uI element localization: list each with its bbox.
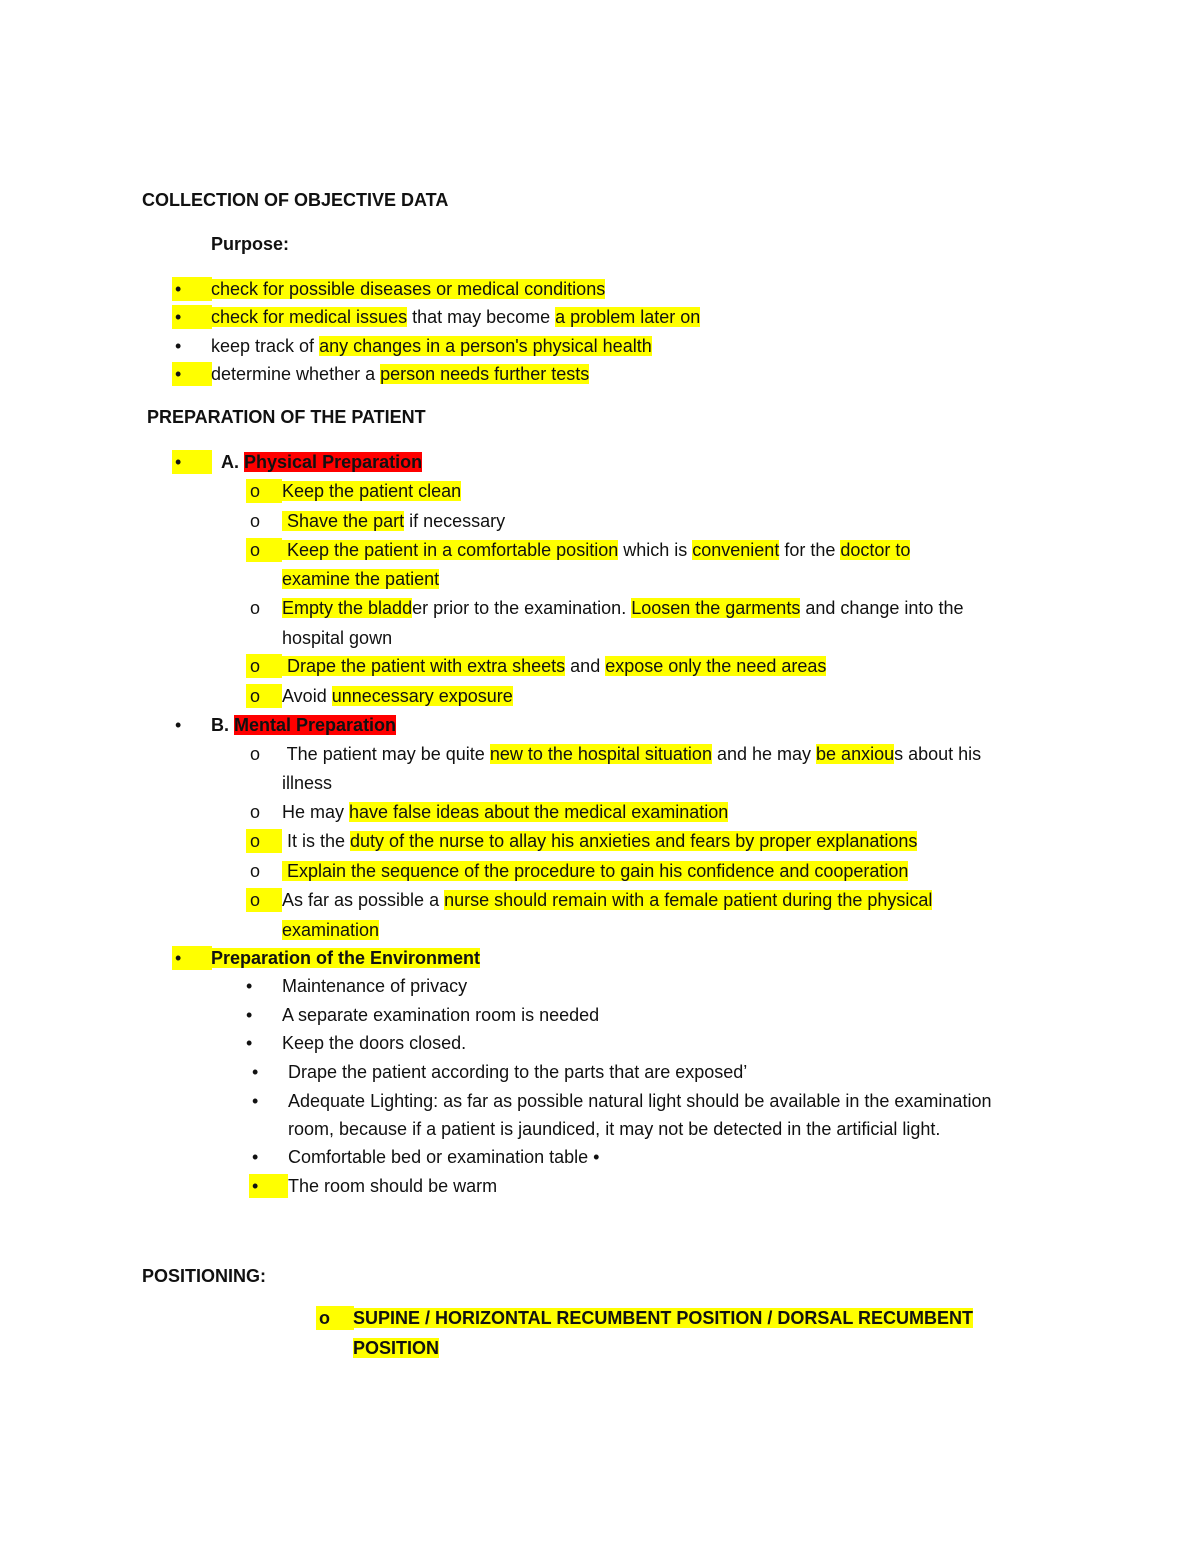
section-title-preparation: PREPARATION OF THE PATIENT (147, 407, 426, 427)
mental-item-text: nurse should remain with a female patient during the physical (444, 890, 933, 910)
physical-item-text: expose only the need areas (605, 656, 827, 676)
physical-item-text: and (565, 656, 606, 676)
mental-item-text: It is the (282, 831, 351, 851)
physical-item (282, 509, 505, 533)
mental-item-text: He may (282, 802, 350, 822)
mental-item-text: As far as possible a (282, 890, 445, 910)
physical-item-text: which is (618, 540, 693, 560)
bullet-marker: • (175, 279, 182, 299)
mental-item-continuation (282, 918, 379, 942)
purpose-item-4 (211, 362, 589, 386)
mental-item-text: illness (282, 773, 333, 793)
purpose-item-1 (211, 277, 605, 301)
purpose-item-text: determine whether a (211, 364, 381, 384)
environment-item: The room should be warm (288, 1176, 498, 1196)
purpose-item-text: keep track of (211, 336, 320, 356)
circle-marker: o (250, 831, 261, 851)
purpose-item-text: check for possible diseases or medical conditions (211, 279, 606, 299)
environment-heading-text: Preparation of the Environment (211, 948, 481, 968)
purpose-item-text: a problem later on (555, 307, 701, 327)
physical-item-text: Drape the patient with extra sheets (282, 656, 566, 676)
mental-prefix: B. (211, 715, 229, 735)
physical-item-text: if necessary (404, 511, 506, 531)
physical-heading-text: Physical Preparation (244, 452, 423, 472)
purpose-item-text: that may become (407, 307, 556, 327)
mental-heading-text: Mental Preparation (234, 715, 397, 735)
bullet-marker: • (175, 948, 182, 968)
physical-item (282, 654, 826, 678)
purpose-item-text: check for medical issues (211, 307, 408, 327)
physical-item-text: Keep the patient in a comfortable position (282, 540, 619, 560)
mental-item-text: duty of the nurse to allay his anxieties and fears by proper explanations (350, 831, 918, 851)
physical-item-text: hospital gown (282, 628, 393, 648)
physical-item (282, 596, 963, 620)
environment-item: Comfortable bed or examination table • (288, 1147, 600, 1167)
mental-item-text: be anxiou (816, 744, 895, 764)
mental-item-text: and he may (711, 744, 817, 764)
physical-item-text: examine the patient (282, 569, 440, 589)
bullet-marker: • (246, 1033, 253, 1053)
physical-item-text: er prior to the examination. (412, 598, 632, 618)
physical-item-continuation (282, 626, 392, 650)
physical-item (282, 479, 461, 503)
purpose-item-text: any changes in a person's physical health (319, 336, 652, 356)
environment-item: A separate examination room is needed (282, 1005, 600, 1025)
purpose-item-text: person needs further tests (380, 364, 590, 384)
bullet-marker: • (175, 336, 182, 356)
mental-item-text: examination (282, 920, 380, 940)
bullet-marker: • (252, 1176, 259, 1196)
environment-item: Adequate Lighting: as far as possible natural light should be available in the examination (288, 1091, 992, 1111)
bullet-marker: • (246, 1005, 253, 1025)
bullet-marker: • (252, 1147, 259, 1167)
environment-item: Keep the doors closed. (282, 1033, 467, 1053)
mental-heading (211, 713, 396, 737)
physical-item-continuation (282, 567, 439, 591)
circle-marker: o (250, 802, 261, 822)
mental-item-text: new to the hospital situation (489, 744, 712, 764)
environment-item-continuation: room, because if a patient is jaundiced, it may not be detected in the artificial light. (288, 1119, 941, 1139)
circle-marker: o (250, 744, 261, 764)
circle-marker: o (319, 1308, 330, 1328)
doc-title: COLLECTION OF OBJECTIVE DATA (142, 190, 449, 210)
mental-item (282, 829, 917, 853)
circle-marker: o (250, 656, 261, 676)
physical-item (282, 684, 513, 708)
mental-item-text: The patient may be quite (282, 744, 490, 764)
mental-item (282, 742, 981, 766)
mental-item (282, 859, 908, 883)
environment-item: Drape the patient according to the parts that are exposed’ (288, 1062, 748, 1082)
environment-item: Maintenance of privacy (282, 976, 468, 996)
positioning-item-text: POSITION (353, 1338, 440, 1358)
bullet-marker: • (175, 452, 182, 472)
physical-item-text: Loosen the garments (631, 598, 801, 618)
circle-marker: o (250, 686, 261, 706)
mental-item-text: s about his (894, 744, 982, 764)
bullet-marker: • (252, 1062, 259, 1082)
circle-marker: o (250, 861, 261, 881)
mental-item (282, 800, 728, 824)
bullet-marker: • (175, 364, 182, 384)
bullet-marker: • (175, 307, 182, 327)
purpose-item-3 (211, 334, 652, 358)
bullet-marker: • (246, 976, 253, 996)
positioning-item-continuation (353, 1336, 439, 1360)
physical-item-text: for the (779, 540, 841, 560)
physical-item-text: Avoid (282, 686, 332, 706)
positioning-item (353, 1306, 973, 1330)
mental-item-continuation (282, 771, 332, 795)
physical-item-text: convenient (692, 540, 780, 560)
positioning-title: POSITIONING: (142, 1266, 267, 1286)
physical-heading (221, 450, 422, 474)
bullet-marker: • (175, 715, 182, 735)
circle-marker: o (250, 890, 261, 910)
purpose-label: Purpose: (211, 234, 290, 254)
physical-item-text: unnecessary exposure (331, 686, 513, 706)
bullet-marker: • (252, 1091, 259, 1111)
circle-marker: o (250, 598, 261, 618)
positioning-item-text: SUPINE / HORIZONTAL RECUMBENT POSITION / DORSAL RECUMBENT (353, 1308, 974, 1328)
physical-item-text: Empty the bladd (282, 598, 413, 618)
mental-item-text: Explain the sequence of the procedure to gain his confidence and cooperation (282, 861, 909, 881)
physical-item-text: doctor to (840, 540, 911, 560)
physical-item-text: Keep the patient clean (282, 481, 462, 501)
physical-item-text: and change into the (800, 598, 964, 618)
mental-item-text: have false ideas about the medical examination (349, 802, 729, 822)
circle-marker: o (250, 540, 261, 560)
physical-prefix: A. (221, 452, 239, 472)
circle-marker: o (250, 511, 261, 531)
environment-heading (211, 946, 480, 970)
mental-item (282, 888, 932, 912)
purpose-item-2 (211, 305, 700, 329)
physical-item-text: Shave the part (282, 511, 405, 531)
circle-marker: o (250, 481, 261, 501)
physical-item (282, 538, 910, 562)
